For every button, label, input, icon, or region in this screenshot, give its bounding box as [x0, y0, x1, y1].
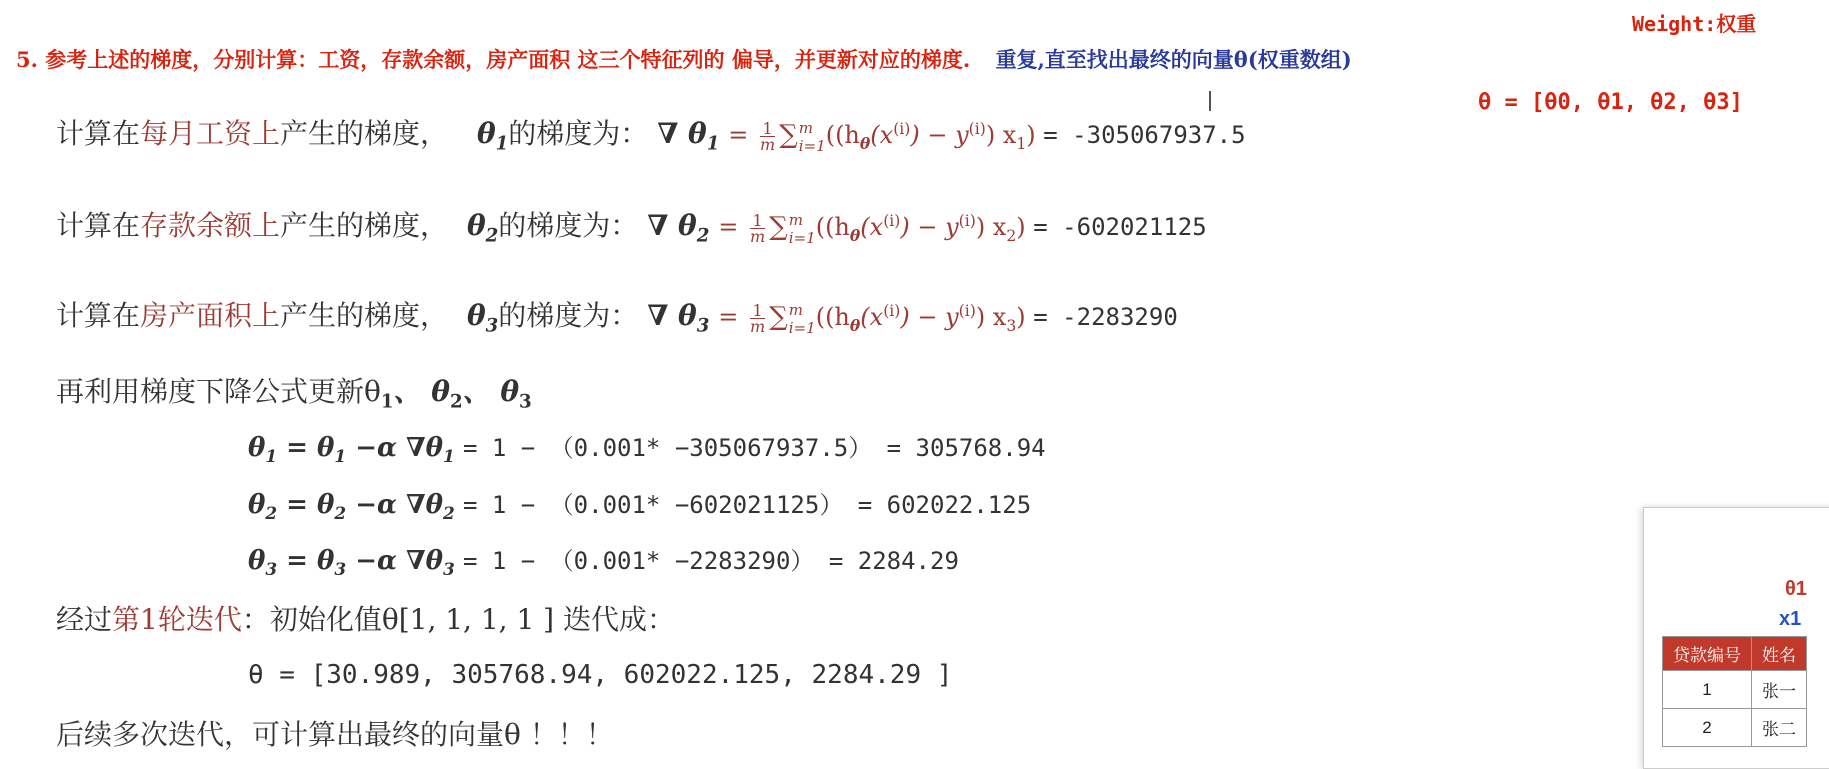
update-equation-3: $\theta_3 = \theta_3 -\alpha$ $\nabla\theta_3 = 1 - (0.001* -2283290) = 2284.29$: [248, 546, 959, 580]
weight-label: Weight:权重: [1632, 12, 1757, 36]
step-5-heading: [16, 44, 1352, 74]
table-header-id: 贷款编号: [1663, 637, 1752, 671]
update-equation-1: $\theta_1 = \theta_1 -\alpha$ $\nabla\theta_1 = 1 - (0.001* -305067937.5) = 305768.94$: [248, 433, 1046, 467]
side-theta1: θ1: [1785, 578, 1807, 600]
table-header-name: 姓名: [1752, 637, 1807, 671]
table-row: 1 张一: [1663, 671, 1807, 709]
text-cursor-icon: [1209, 91, 1219, 111]
conclusion-line: 后续多次迭代，可计算出最终的向量θ ！！！: [56, 718, 614, 751]
gradient-line-3: 计算在房产面积上产生的梯度， $\theta_3$的梯度为： ∇ $\theta_3$ = $\frac{1}{m}$ ∑ m i=1 $((h_\theta(x^{(i)}) - y^{(i)}) x_3) = -2283290$: [56, 299, 1178, 337]
update-equation-2: $\theta_2 = \theta_2 -\alpha$ $\nabla\theta_2 = 1 - (0.001* -602021125) = 602022.125$: [248, 490, 1032, 524]
step-number: 5.: [16, 47, 38, 72]
step-blue-text: 重复,直至找出最终的向量θ(权重数组): [995, 47, 1352, 72]
update-intro: 再利用梯度下降公式更新$\theta_1$、 $\theta_2$、 $\theta_3$: [56, 375, 532, 413]
side-x1: x1: [1779, 608, 1802, 630]
gradient-line-2: 计算在存款余额上产生的梯度， $\theta_2$的梯度为： ∇ $\theta_2$ = $\frac{1}{m}$ ∑ m i=1 $((h_\theta(x^{(i)}) - y^{(i)}) x_2) = -602021125$: [56, 209, 1207, 247]
step-red-text: 参考上述的梯度，分别计算：工资，存款余额，房产面积 这三个特征列的 偏导，并更新对应的梯度.: [45, 47, 971, 72]
loan-table: [1662, 636, 1807, 747]
result-vector: θ = [30.989, 305768.94, 602022.125, 2284.29 ]: [248, 660, 953, 690]
gradient-line-1: 计算在每月工资上产生的梯度， $\theta_1$的梯度为： ∇ $\theta_1$ = $\frac{1}{m}$ ∑ m i=1 $((h_\theta(x^{(i)}) - y^{(i)}) x_1) = -305067937.5$: [56, 117, 1246, 155]
iteration-line: 经过第1轮迭代：初始化值θ[1, 1, 1, 1 ] 迭代成：: [56, 603, 676, 636]
table-row: 2 张二: [1663, 709, 1807, 747]
theta-vector-label: θ = [θ0, θ1, θ2, θ3]: [1478, 90, 1743, 115]
